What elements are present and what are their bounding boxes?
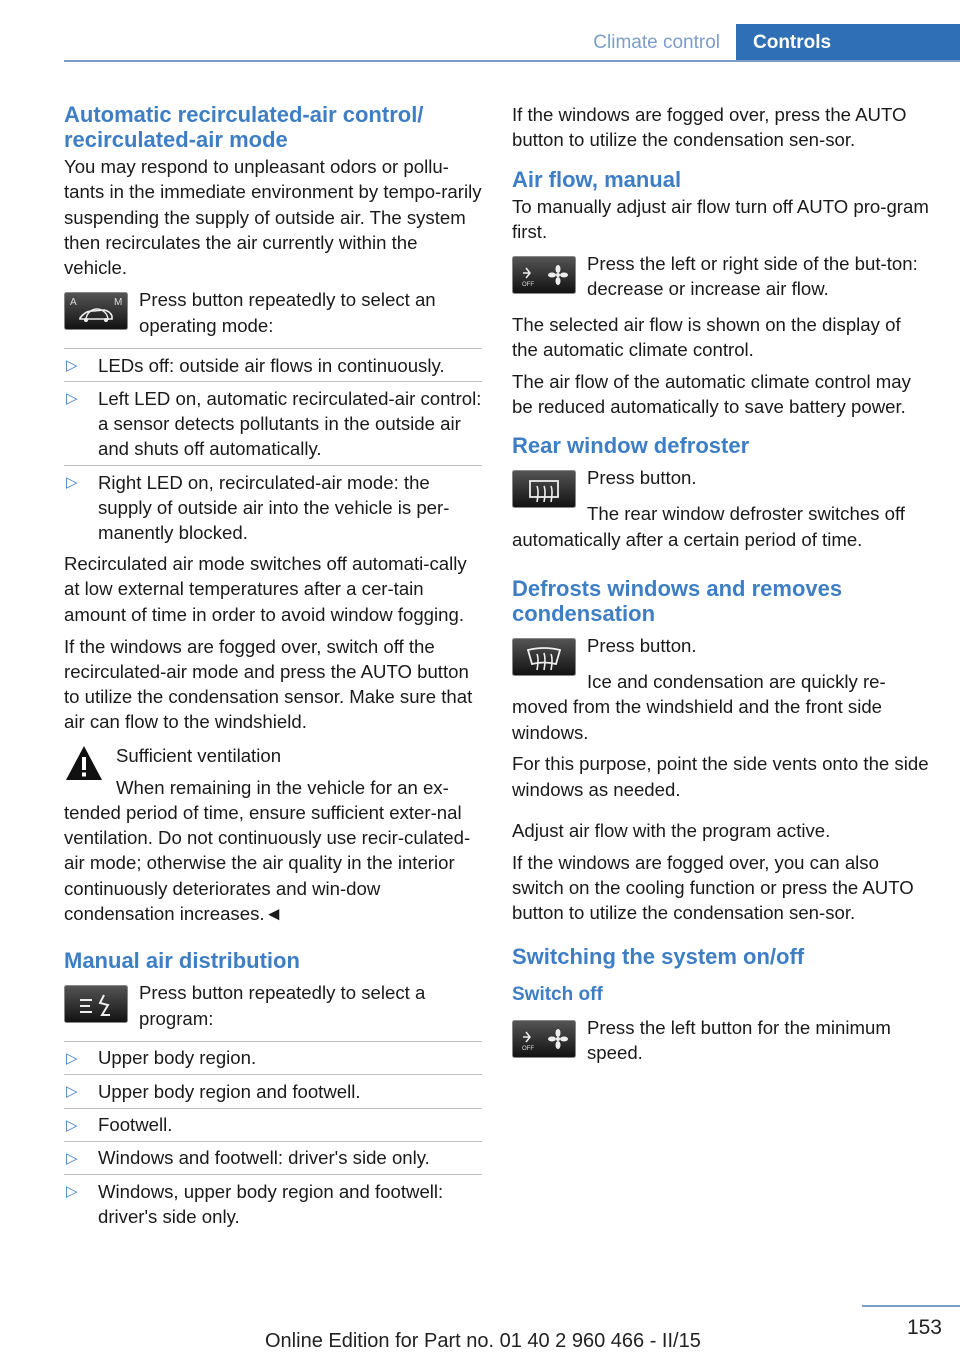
left-column: [64, 102, 482, 1233]
rear-defroster-text: The rear window defroster switches off automatically after a certain period of time.: [512, 503, 905, 550]
distribution-button-row: [64, 980, 482, 1031]
recirc-letter-m: M: [114, 297, 123, 309]
defrost-button-row: [512, 633, 930, 683]
heading-manual-air-distribution: Manual air distribution: [64, 948, 300, 974]
warning-title: Sufficient ventilation: [116, 744, 282, 766]
list-item: ▷ Right LED on, recirculated-air mode: the supply of outside air into the vehicle is per-manently blocked.: [64, 465, 482, 549]
distribution-instruction: Press button repeatedly to select a program:: [139, 982, 426, 1029]
fan-off-label: OFF: [522, 282, 534, 289]
display-paragraph: The selected air flow is shown on the display of the automatic climate control.: [512, 313, 901, 361]
heading-switch-off: Switch off: [512, 983, 603, 1005]
warning-text: When remaining in the vehicle for an ex-tended period of time, ensure sufficient exter-nal ventilation. Do not continuously use recir-culated-air mode; otherwise the air quality in the interior continuously deteriorates and win-dow condensation increases.◄: [64, 776, 471, 925]
edition-note: Online Edition for Part no. 01 40 2 960 466 - II/15: [265, 1330, 701, 1352]
triangle-bullet-icon: ▷: [66, 1083, 78, 1101]
heading-rear-window-defroster: Rear window defroster: [512, 433, 750, 459]
windshield-defrost-button-icon: [512, 638, 576, 676]
triangle-bullet-icon: ▷: [66, 1049, 78, 1067]
heading-air-flow-manual: Air flow, manual: [512, 166, 682, 192]
switchoff-instruction: Press the left button for the minimum speed.: [587, 1016, 891, 1064]
fan-off-button-icon: [512, 1020, 576, 1058]
warning-icon: [64, 743, 104, 783]
page-number: 153: [906, 1316, 942, 1339]
airflow-paragraph: To manually adjust air flow turn off AUTO pro-gram first.: [512, 195, 929, 242]
heading-defrost-windows: Defrosts windows and removes condensation: [512, 576, 843, 627]
triangle-bullet-icon: ▷: [66, 474, 78, 492]
triangle-bullet-icon: ▷: [66, 1116, 78, 1134]
chapter-tab[interactable]: Controls: [736, 24, 960, 62]
fogged-auto-paragraph: If the windows are fogged over, press the AUTO button to utilize the condensation sen-sor.: [512, 104, 907, 151]
warning-note: [64, 743, 482, 927]
list-item: ▷ Upper body region.: [64, 1041, 482, 1074]
triangle-bullet-icon: ▷: [66, 1183, 78, 1201]
defrost-text: Ice and condensation are quickly re-moved from the windshield and the front side windows.: [512, 671, 886, 743]
fan-instruction: Press the left or right side of the but-ton: decrease or increase air flow.: [587, 253, 918, 300]
list-item: ▷ Upper body region and footwell.: [64, 1074, 482, 1107]
recirc-letter-a: A: [70, 297, 77, 309]
recirculation-button-icon: [64, 292, 128, 330]
list-item: ▷ Left LED on, automatic recirculated-air control: a sensor detects pollutants in the outside air and shuts off automatically.: [64, 381, 482, 465]
list-item: ▷ Footwell.: [64, 1108, 482, 1141]
recirc-mode-list: [64, 348, 482, 549]
fogged-paragraph: If the windows are fogged over, switch off the recirculated-air mode and press the AUTO button to utilize the condensation sensor. Make sure that air can flow to the windshield.: [64, 635, 473, 733]
heading-switching-system: Switching the system on/off: [512, 943, 805, 969]
section-title: Climate control: [593, 32, 720, 53]
heading-recirculated-air: Automatic recirculated-air control/ recirculated-air mode: [64, 102, 424, 152]
rear-defroster-button-icon: [512, 470, 576, 508]
right-column: [512, 102, 930, 1075]
list-item: ▷ Windows and footwell: driver's side only.: [64, 1141, 482, 1174]
fan-button-icon: [512, 256, 576, 294]
air-distribution-button-icon: [64, 985, 128, 1023]
recirculation-button-row: [64, 287, 482, 338]
adjust-paragraph: Adjust air flow with the program active.: [512, 820, 831, 842]
vents-paragraph: For this purpose, point the side vents onto the side windows as needed.: [512, 753, 929, 800]
fan-button-row: [512, 251, 930, 302]
footer-rule: [862, 1305, 960, 1307]
intro-paragraph: You may respond to unpleasant odors or pollu-tants in the immediate environment by tempo-rarily suspending the supply of outside air. The system then recirculates the air currently within the vehicle.: [64, 156, 482, 279]
defrost-instruction: Press button.: [587, 635, 697, 657]
triangle-bullet-icon: ▷: [66, 357, 78, 375]
switchoff-button-row: [512, 1015, 930, 1066]
fan-off-label: OFF: [522, 1045, 534, 1052]
list-item: ▷ Windows, upper body region and footwell: driver's side only.: [64, 1174, 482, 1233]
rear-defroster-button-row: [512, 465, 930, 515]
triangle-bullet-icon: ▷: [66, 1149, 78, 1167]
list-item: ▷ LEDs off: outside air flows in continuously.: [64, 348, 482, 381]
cooling-paragraph: If the windows are fogged over, you can also switch on the cooling function or press the AUTO button to utilize the condensation sen-sor.: [512, 851, 914, 924]
recirc-instruction: Press button repeatedly to select an operating mode:: [139, 289, 436, 336]
distribution-program-list: [64, 1041, 482, 1233]
rear-instruction: Press button.: [587, 467, 697, 489]
header-rule: [64, 60, 960, 62]
battery-paragraph: The air flow of the automatic climate control may be reduced automatically to save battery power.: [512, 370, 911, 418]
switchoff-paragraph: Recirculated air mode switches off automati-cally at low external temperatures after a cer-tain amount of time in order to avoid window fogging.: [64, 553, 467, 625]
triangle-bullet-icon: ▷: [66, 390, 78, 408]
